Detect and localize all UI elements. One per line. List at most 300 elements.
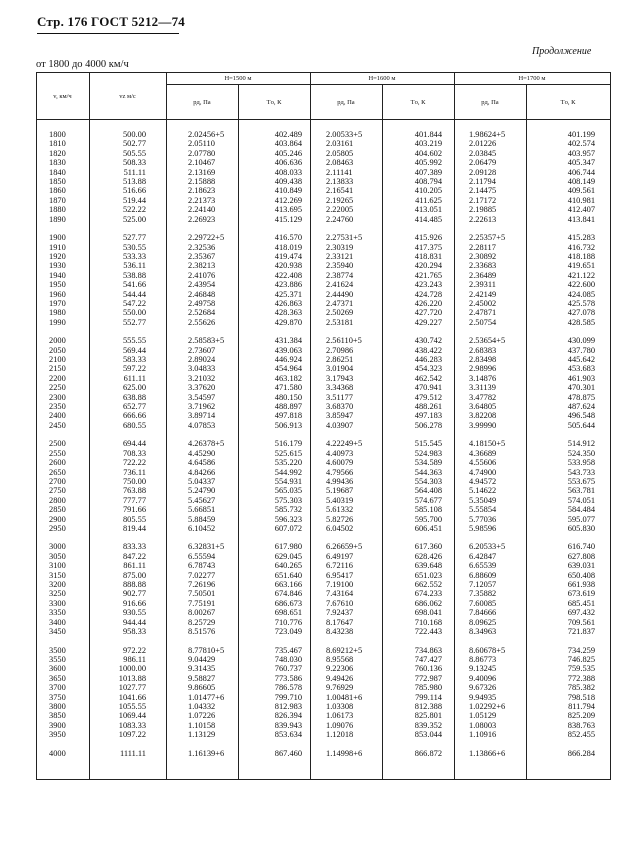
cell-temperature-1600: 429.227 <box>414 317 442 327</box>
cell-speed-ms: 513.88 <box>122 177 146 186</box>
cell-pressure-1600: 2.08463 <box>326 158 354 168</box>
cell-temperature-1500: 415.129 <box>274 214 302 224</box>
cell-pressure-1700: 2.19885 <box>469 205 497 215</box>
cell-pressure-1600: 6.04502 <box>326 523 354 533</box>
cell-pressure-1500: 9.04429 <box>188 654 216 664</box>
cell-pressure-1700: 6.20533+5 <box>469 542 506 552</box>
cell-pressure-1600: 4.79566 <box>326 467 354 477</box>
cell-speed-kmh: 1850 <box>49 177 66 186</box>
cell-pressure-1500: 2.07780 <box>188 148 216 158</box>
cell-pressure-1600: 7.19100 <box>326 580 354 589</box>
cell-pressure-1600: 4.03907 <box>326 420 354 430</box>
cell-speed-kmh: 2200 <box>49 373 66 383</box>
cell-temperature-1500: 428.363 <box>274 308 302 318</box>
cell-temperature-1700: 445.642 <box>567 355 595 364</box>
cell-temperature-1600: 651.023 <box>414 570 442 580</box>
cell-pressure-1700: 3.64805 <box>469 402 497 411</box>
cell-pressure-1700: 2.11794 <box>469 177 496 186</box>
cell-speed-ms: 777.77 <box>122 495 146 505</box>
cell-pressure-1700: 6.88609 <box>469 570 497 580</box>
cell-speed-ms: 1069.44 <box>118 711 146 721</box>
cell-pressure-1700: 2.83498 <box>469 355 497 364</box>
cell-pressure-1500: 2.15888 <box>188 177 216 186</box>
cell-pressure-1600: 6.49197 <box>326 551 354 561</box>
cell-speed-kmh: 2100 <box>49 355 66 364</box>
data-table <box>36 72 611 780</box>
cell-speed-kmh: 2350 <box>49 402 66 411</box>
cell-speed-kmh: 2550 <box>49 448 66 458</box>
cell-pressure-1500: 1.04332 <box>188 701 216 711</box>
cell-speed-kmh: 3600 <box>49 664 66 674</box>
cell-temperature-1500: 402.489 <box>274 130 302 139</box>
cell-pressure-1700: 2.45002 <box>469 298 497 308</box>
cell-speed-ms: 638.88 <box>122 392 146 402</box>
cell-speed-kmh: 1890 <box>49 214 66 224</box>
cell-pressure-1600: 1.00481+6 <box>326 692 363 702</box>
cell-temperature-1500: 454.964 <box>274 364 302 374</box>
cell-pressure-1700: 7.60085 <box>469 598 497 608</box>
cell-temperature-1600: 426.220 <box>414 298 442 308</box>
cell-pressure-1500: 2.89024 <box>188 355 216 364</box>
cell-pressure-1700: 2.09128 <box>469 167 497 177</box>
cell-pressure-1500: 2.35367 <box>188 251 216 261</box>
cell-temperature-1500: 405.246 <box>274 148 302 158</box>
cell-pressure-1600: 2.70986 <box>326 345 354 355</box>
cell-temperature-1500: 826.394 <box>274 711 302 721</box>
cell-temperature-1700: 405.347 <box>567 158 595 168</box>
cell-pressure-1500: 1.01477+6 <box>188 692 225 702</box>
cell-temperature-1700: 798.518 <box>567 692 595 702</box>
cell-temperature-1500: 617.980 <box>274 542 302 552</box>
cell-speed-kmh: 1860 <box>49 186 66 196</box>
cell-speed-ms: 541.66 <box>122 280 146 290</box>
cell-pressure-1500: 6.55594 <box>188 551 216 561</box>
cell-pressure-1700: 6.42847 <box>469 551 497 561</box>
cell-temperature-1700: 650.408 <box>567 570 595 580</box>
cell-speed-kmh: 1930 <box>49 261 66 271</box>
cell-speed-ms: 833.33 <box>122 542 146 552</box>
cell-speed-ms: 500.00 <box>122 130 146 139</box>
cell-temperature-1700: 563.781 <box>567 486 595 496</box>
cell-temperature-1500: 839.943 <box>274 720 302 730</box>
cell-pressure-1700: 2.03845 <box>469 148 497 158</box>
cell-speed-ms: 583.33 <box>122 355 146 364</box>
cell-temperature-1700: 403.957 <box>567 148 595 158</box>
cell-pressure-1600: 2.38774 <box>326 270 354 280</box>
cell-speed-kmh: 3800 <box>49 701 66 711</box>
cell-temperature-1700: 430.099 <box>567 336 595 346</box>
cell-temperature-1700: 428.585 <box>567 317 595 327</box>
cell-temperature-1500: 651.640 <box>274 570 302 580</box>
cell-temperature-1700: 401.199 <box>567 130 595 139</box>
cell-speed-kmh: 3550 <box>49 654 66 664</box>
cell-pressure-1500: 2.43954 <box>188 280 216 290</box>
cell-temperature-1500: 410.849 <box>274 186 302 196</box>
cell-speed-ms: 666.66 <box>122 411 146 421</box>
cell-speed-ms: 502.77 <box>122 139 146 149</box>
cell-temperature-1700: 721.837 <box>567 627 595 636</box>
cell-speed-kmh: 3250 <box>49 589 66 599</box>
cell-speed-kmh: 2900 <box>49 514 66 524</box>
cell-temperature-1600: 812.388 <box>414 701 442 711</box>
cell-pressure-1600: 8.17647 <box>326 617 354 627</box>
cell-pressure-1500: 2.24140 <box>188 205 216 215</box>
cell-pressure-1600: 5.61332 <box>326 505 354 515</box>
cell-pressure-1600: 2.22005 <box>326 205 354 215</box>
cell-speed-kmh: 3050 <box>49 551 66 561</box>
cell-pressure-1700: 7.12057 <box>469 580 497 589</box>
cell-temperature-1700: 685.451 <box>567 598 595 608</box>
cell-temperature-1700: 866.284 <box>567 748 595 758</box>
cell-speed-ms: 522.22 <box>122 205 146 215</box>
cell-pressure-1700: 1.08003 <box>469 720 497 730</box>
cell-pressure-1700: 8.34963 <box>469 627 497 636</box>
cell-pressure-1500: 8.51576 <box>188 627 216 636</box>
cell-pressure-1700: 4.36689 <box>469 448 497 458</box>
cell-temperature-1700: 811.794 <box>568 701 595 711</box>
cell-pressure-1600: 3.51177 <box>326 392 353 402</box>
cell-pressure-1600: 2.30319 <box>326 242 354 252</box>
cell-temperature-1500: 409.438 <box>274 177 302 186</box>
cell-pressure-1700: 8.60678+5 <box>469 645 506 655</box>
cell-temperature-1600: 564.408 <box>414 486 442 496</box>
cell-pressure-1500: 7.02277 <box>188 570 216 580</box>
cell-speed-ms: 861.11 <box>123 561 146 571</box>
cell-speed-kmh: 2750 <box>49 486 66 496</box>
cell-temperature-1600: 438.422 <box>414 345 442 355</box>
cell-speed-ms: 972.22 <box>122 645 146 655</box>
cell-pressure-1600: 3.01904 <box>326 364 354 374</box>
cell-temperature-1700: 514.912 <box>567 439 595 449</box>
cell-temperature-1700: 406.744 <box>567 167 595 177</box>
cell-pressure-1600: 4.60079 <box>326 458 354 468</box>
cell-temperature-1500: 535.220 <box>274 458 302 468</box>
cell-pressure-1600: 4.99436 <box>326 476 354 486</box>
cell-temperature-1600: 785.980 <box>414 683 442 693</box>
cell-temperature-1500: 425.371 <box>274 289 302 299</box>
cell-speed-ms: 680.55 <box>122 420 146 430</box>
cell-speed-ms: 508.33 <box>122 158 146 168</box>
cell-pressure-1700: 9.67326 <box>469 683 497 693</box>
cell-pressure-1600: 1.12018 <box>326 730 354 740</box>
cell-temperature-1600: 488.261 <box>414 402 442 411</box>
cell-speed-ms: 902.77 <box>122 589 146 599</box>
cell-temperature-1500: 663.166 <box>274 580 302 589</box>
cell-temperature-1500: 575.303 <box>274 495 302 505</box>
cell-speed-ms: 569.44 <box>122 345 146 355</box>
cell-temperature-1700: 825.209 <box>567 711 595 721</box>
cell-temperature-1500: 406.636 <box>274 158 302 168</box>
cell-speed-kmh: 1810 <box>49 139 66 149</box>
cell-pressure-1500: 8.77810+5 <box>188 645 225 655</box>
cell-speed-ms: 805.55 <box>122 514 146 524</box>
cell-speed-kmh: 1990 <box>49 317 66 327</box>
cell-pressure-1500: 2.38213 <box>188 261 216 271</box>
cell-pressure-1600: 2.35940 <box>326 261 354 271</box>
cell-temperature-1600: 446.283 <box>414 355 442 364</box>
cell-speed-kmh: 2400 <box>49 411 66 421</box>
cell-temperature-1600: 506.278 <box>414 420 442 430</box>
cell-speed-ms: 722.22 <box>122 458 146 468</box>
cell-temperature-1700: 838.763 <box>567 720 595 730</box>
cell-pressure-1500: 2.52684 <box>188 308 216 318</box>
cell-speed-kmh: 3350 <box>49 608 66 618</box>
cell-pressure-1500: 2.18623 <box>188 186 216 196</box>
cell-pressure-1600: 1.14998+6 <box>326 748 363 758</box>
cell-temperature-1700: 413.841 <box>567 214 595 224</box>
cell-speed-kmh: 1800 <box>49 130 66 139</box>
cell-temperature-1600: 415.926 <box>414 233 442 243</box>
cell-temperature-1500: 607.072 <box>274 523 302 533</box>
cell-pressure-1700: 7.35882 <box>469 589 497 599</box>
cell-temperature-1600: 617.360 <box>414 542 442 552</box>
cell-speed-ms: 736.11 <box>123 467 146 477</box>
page-header: Стр. 176 ГОСТ 5212—74 <box>37 14 185 29</box>
cell-speed-ms: 597.22 <box>122 364 146 374</box>
cell-pressure-1700: 2.50754 <box>469 317 497 327</box>
cell-speed-ms: 547.22 <box>122 298 146 308</box>
header-speed-kmh: v, км/ч <box>53 93 72 100</box>
cell-speed-kmh: 1910 <box>49 242 66 252</box>
cell-temperature-1700: 412.407 <box>567 205 595 215</box>
cell-pressure-1500: 2.55626 <box>188 317 216 327</box>
cell-pressure-1600: 3.34368 <box>326 383 354 393</box>
cell-temperature-1500: 446.924 <box>274 355 302 364</box>
cell-pressure-1500: 2.13169 <box>188 167 216 177</box>
cell-pressure-1700: 3.14876 <box>469 373 497 383</box>
cell-speed-kmh: 1980 <box>49 308 66 318</box>
cell-pressure-1500: 2.73607 <box>188 345 216 355</box>
cell-temperature-1600: 497.183 <box>414 411 442 421</box>
cell-temperature-1600: 430.742 <box>414 336 442 346</box>
cell-temperature-1600: 574.677 <box>414 495 442 505</box>
cell-pressure-1700: 4.74900 <box>469 467 497 477</box>
cell-speed-kmh: 1950 <box>49 280 66 290</box>
cell-pressure-1600: 8.69212+5 <box>326 645 363 655</box>
cell-speed-kmh: 3150 <box>49 570 66 580</box>
cell-temperature-1600: 405.992 <box>414 158 442 168</box>
cell-pressure-1500: 4.07853 <box>188 420 216 430</box>
cell-pressure-1700: 2.42149 <box>469 289 497 299</box>
cell-speed-kmh: 2000 <box>49 336 66 346</box>
cell-temperature-1700: 533.958 <box>567 458 595 468</box>
cell-temperature-1500: 773.586 <box>274 673 302 683</box>
cell-temperature-1500: 516.179 <box>274 439 302 449</box>
cell-pressure-1700: 1.13866+6 <box>469 748 506 758</box>
cell-pressure-1700: 6.65539 <box>469 561 497 571</box>
cell-speed-ms: 516.66 <box>122 186 146 196</box>
header-temperature-1600: Tо, К <box>410 99 426 106</box>
cell-pressure-1500: 5.45627 <box>188 495 216 505</box>
cell-temperature-1600: 554.303 <box>414 476 442 486</box>
cell-speed-ms: 511.11 <box>123 167 146 177</box>
cell-pressure-1500: 3.54597 <box>188 392 216 402</box>
cell-speed-ms: 505.55 <box>122 148 146 158</box>
cell-pressure-1600: 9.22306 <box>326 664 354 674</box>
cell-temperature-1700: 543.733 <box>567 467 595 477</box>
cell-pressure-1600: 2.16541 <box>326 186 354 196</box>
cell-temperature-1700: 408.149 <box>567 177 595 186</box>
cell-temperature-1600: 662.552 <box>414 580 442 589</box>
cell-speed-ms: 544.44 <box>122 289 146 299</box>
cell-speed-ms: 875.00 <box>122 570 146 580</box>
cell-temperature-1700: 415.283 <box>567 233 595 243</box>
cell-temperature-1500: 422.408 <box>274 270 302 280</box>
cell-pressure-1500: 3.21032 <box>188 373 216 383</box>
cell-temperature-1700: 416.732 <box>567 242 595 252</box>
cell-speed-ms: 527.77 <box>122 233 146 243</box>
cell-temperature-1500: 413.695 <box>274 205 302 215</box>
cell-speed-kmh: 2700 <box>49 476 66 486</box>
cell-temperature-1600: 411.625 <box>415 195 442 205</box>
cell-temperature-1600: 420.294 <box>414 261 442 271</box>
cell-pressure-1600: 2.24760 <box>326 214 354 224</box>
cell-temperature-1500: 439.063 <box>274 345 302 355</box>
cell-temperature-1600: 686.062 <box>414 598 442 608</box>
cell-pressure-1600: 2.47371 <box>326 298 354 308</box>
cell-pressure-1700: 2.39311 <box>469 280 496 290</box>
cell-pressure-1600: 4.22249+5 <box>326 439 363 449</box>
cell-speed-ms: 888.88 <box>122 580 146 589</box>
header-altitude-1500: H=1500 м <box>224 75 252 82</box>
cell-temperature-1600: 414.485 <box>414 214 442 224</box>
cell-temperature-1700: 478.875 <box>567 392 595 402</box>
cell-pressure-1500: 5.66851 <box>188 505 216 515</box>
cell-pressure-1700: 1.05129 <box>469 711 497 721</box>
cell-temperature-1700: 427.078 <box>567 308 595 318</box>
cell-temperature-1600: 418.831 <box>414 251 442 261</box>
cell-speed-ms: 519.44 <box>122 195 146 205</box>
cell-temperature-1500: 403.864 <box>274 139 302 149</box>
cell-pressure-1700: 2.47871 <box>469 308 497 318</box>
cell-speed-kmh: 1870 <box>49 195 66 205</box>
cell-pressure-1700: 3.47782 <box>469 392 497 402</box>
cell-temperature-1600: 639.648 <box>414 561 442 571</box>
cell-pressure-1700: 2.53654+5 <box>469 336 506 346</box>
cell-temperature-1500: 760.737 <box>274 664 302 674</box>
cell-speed-kmh: 2650 <box>49 467 66 477</box>
cell-pressure-1700: 3.99990 <box>469 420 497 430</box>
cell-speed-ms: 958.33 <box>122 627 146 636</box>
cell-temperature-1700: 605.830 <box>567 523 595 533</box>
cell-speed-kmh: 3300 <box>49 598 66 608</box>
cell-temperature-1500: 423.886 <box>274 280 302 290</box>
cell-pressure-1500: 3.71962 <box>188 402 216 411</box>
cell-temperature-1600: 710.168 <box>414 617 442 627</box>
cell-pressure-1600: 5.82726 <box>326 514 354 524</box>
cell-temperature-1500: 525.615 <box>274 448 302 458</box>
cell-pressure-1600: 2.27531+5 <box>326 233 363 243</box>
cell-temperature-1500: 408.033 <box>274 167 302 177</box>
cell-pressure-1500: 8.00267 <box>188 608 216 618</box>
cell-temperature-1500: 786.578 <box>274 683 302 693</box>
cell-pressure-1700: 1.02292+6 <box>469 701 506 711</box>
cell-pressure-1600: 2.00533+5 <box>326 130 363 139</box>
cell-temperature-1600: 606.451 <box>414 523 442 533</box>
cell-pressure-1500: 9.31435 <box>188 664 216 674</box>
cell-speed-ms: 533.33 <box>122 251 146 261</box>
cell-temperature-1700: 424.085 <box>567 289 595 299</box>
header-speed-ms: vz м/с <box>119 93 136 100</box>
cell-speed-ms: 536.11 <box>123 261 146 271</box>
cell-pressure-1600: 2.11141 <box>326 167 353 177</box>
cell-speed-ms: 819.44 <box>122 523 146 533</box>
header-altitude-1600: H=1600 м <box>368 75 396 82</box>
cell-temperature-1600: 839.352 <box>414 720 442 730</box>
cell-speed-ms: 944.44 <box>122 617 146 627</box>
cell-temperature-1600: 760.136 <box>414 664 442 674</box>
cell-speed-kmh: 3000 <box>49 542 66 552</box>
cell-speed-ms: 930.55 <box>122 608 146 618</box>
cell-pressure-1500: 3.37620 <box>188 383 216 393</box>
cell-pressure-1700: 5.55854 <box>469 505 497 515</box>
cell-pressure-1600: 8.43238 <box>326 627 354 636</box>
cell-temperature-1500: 497.818 <box>274 411 302 421</box>
cell-temperature-1500: 480.150 <box>274 392 302 402</box>
cell-speed-ms: 1055.55 <box>118 701 146 711</box>
cell-pressure-1500: 4.64586 <box>188 458 216 468</box>
header-temperature-1700: Tо, К <box>560 99 576 106</box>
cell-pressure-1500: 4.26378+5 <box>188 439 225 449</box>
cell-temperature-1600: 515.545 <box>414 439 442 449</box>
cell-speed-kmh: 2950 <box>49 523 66 533</box>
cell-speed-kmh: 2600 <box>49 458 66 468</box>
cell-temperature-1500: 418.019 <box>274 242 302 252</box>
cell-temperature-1500: 471.580 <box>274 383 302 393</box>
cell-speed-kmh: 2300 <box>49 392 66 402</box>
cell-speed-ms: 625.00 <box>122 383 146 393</box>
cell-pressure-1700: 8.09625 <box>469 617 497 627</box>
table-left-rule <box>36 72 37 780</box>
cell-temperature-1600: 866.872 <box>414 748 442 758</box>
cell-temperature-1500: 710.776 <box>274 617 302 627</box>
cell-temperature-1600: 585.108 <box>414 505 442 515</box>
cell-speed-ms: 1027.77 <box>118 683 146 693</box>
cell-pressure-1600: 2.86251 <box>326 355 354 364</box>
cell-pressure-1600: 2.44490 <box>326 289 354 299</box>
cell-pressure-1700: 2.01226 <box>469 139 497 149</box>
cell-pressure-1600: 2.50269 <box>326 308 354 318</box>
cell-temperature-1600: 421.765 <box>414 270 442 280</box>
cell-temperature-1700: 595.077 <box>567 514 595 524</box>
table-bottom-rule <box>36 779 611 780</box>
cell-temperature-1600: 423.243 <box>414 280 442 290</box>
cell-pressure-1700: 2.68383 <box>469 345 497 355</box>
cell-speed-kmh: 4000 <box>49 748 66 758</box>
cell-pressure-1600: 9.76929 <box>326 683 354 693</box>
cell-pressure-1500: 2.58583+5 <box>188 336 225 346</box>
cell-speed-kmh: 1940 <box>49 270 66 280</box>
cell-temperature-1600: 628.426 <box>414 551 442 561</box>
cell-pressure-1600: 6.26659+5 <box>326 542 363 552</box>
cell-pressure-1500: 2.02456+5 <box>188 130 225 139</box>
header-pressure-1600: pд, Па <box>337 99 355 106</box>
cell-temperature-1500: 867.460 <box>274 748 302 758</box>
cell-temperature-1700: 402.574 <box>567 139 595 149</box>
cell-pressure-1500: 6.32831+5 <box>188 542 225 552</box>
cell-speed-kmh: 2150 <box>49 364 66 374</box>
col-rule-2 <box>166 72 167 780</box>
cell-speed-kmh: 2050 <box>49 345 66 355</box>
cell-speed-ms: 538.88 <box>122 270 146 280</box>
cell-temperature-1500: 686.673 <box>274 598 302 608</box>
cell-temperature-1700: 418.188 <box>567 251 595 261</box>
cell-speed-kmh: 3200 <box>49 580 66 589</box>
cell-temperature-1600: 799.114 <box>415 692 442 702</box>
cell-speed-ms: 552.77 <box>122 317 146 327</box>
cell-temperature-1500: 799.710 <box>274 692 302 702</box>
cell-temperature-1700: 487.624 <box>567 402 595 411</box>
